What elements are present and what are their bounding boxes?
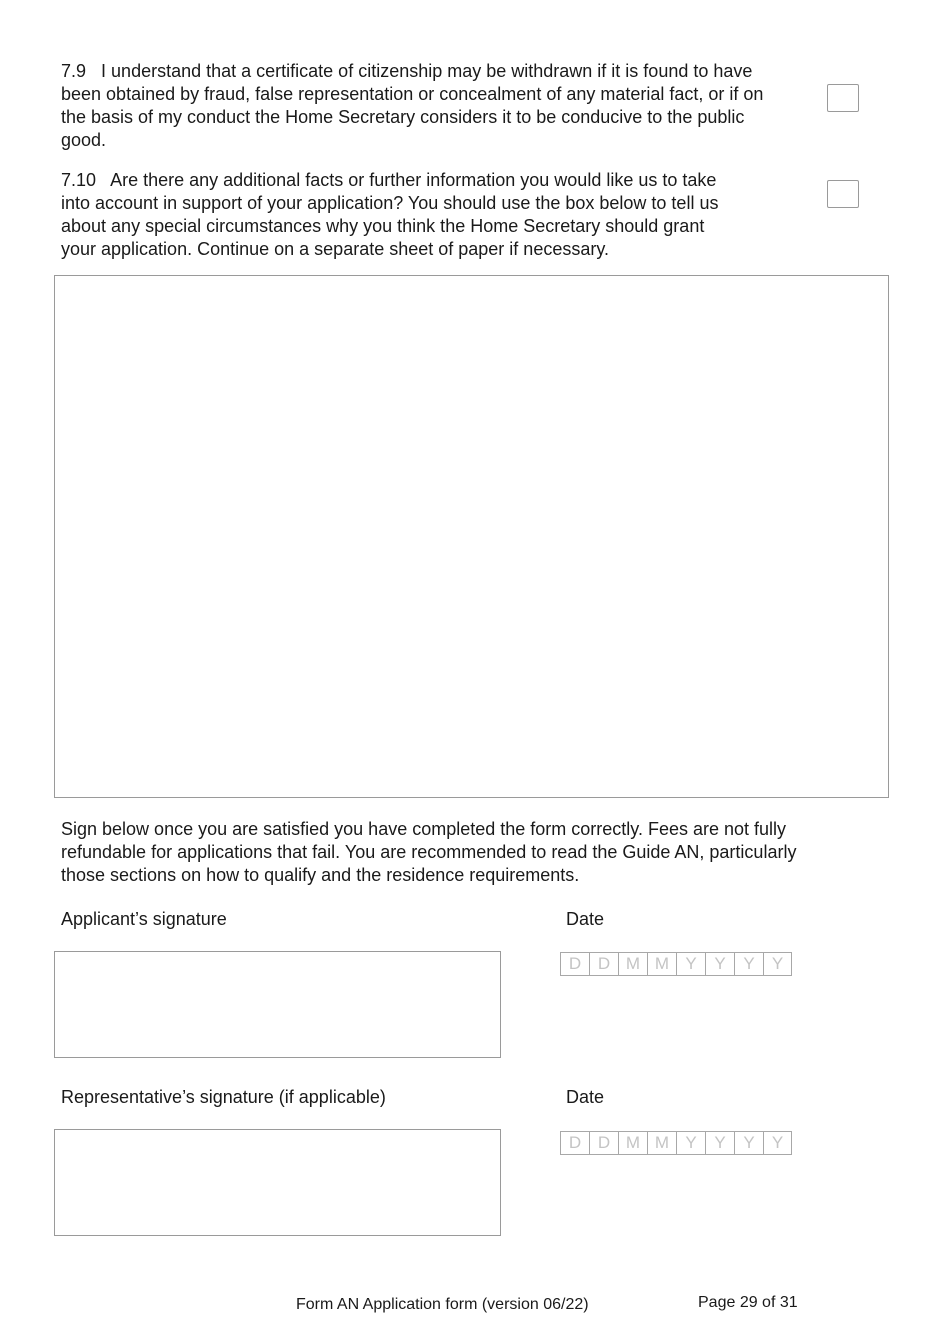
date-cell-year[interactable]: Y [676, 1131, 705, 1155]
representative-signature-label: Representative’s signature (if applicable) [61, 1087, 386, 1107]
footer-page-number: Page 29 of 31 [698, 1294, 798, 1311]
date-cell-year[interactable]: Y [734, 1131, 763, 1155]
question-text-line: into account in support of your application? You should use the box below to tell us [61, 193, 719, 213]
question-7-9-checkbox[interactable] [827, 84, 859, 112]
date-cell-year[interactable]: Y [676, 952, 705, 976]
applicant-date-field[interactable] [560, 952, 792, 976]
question-number: 7.9 [61, 61, 87, 81]
instruction-line: refundable for applications that fail. You are recommended to read the Guide AN, particularly [61, 842, 797, 862]
applicant-signature-label: Applicant’s signature [61, 909, 227, 929]
date-cell-day[interactable]: D [589, 1131, 618, 1155]
footer-form-name: Form AN Application form (version 06/22) [296, 1296, 589, 1313]
date-cell-month[interactable]: M [618, 1131, 647, 1155]
date-cell-year[interactable]: Y [734, 952, 763, 976]
representative-date-label: Date [566, 1087, 605, 1107]
instruction-line: Sign below once you are satisfied you have completed the form correctly. Fees are not fully [61, 819, 787, 839]
question-text-line: your application. Continue on a separate sheet of paper if necessary. [61, 239, 610, 259]
date-cell-month[interactable]: M [647, 952, 676, 976]
date-cell-day[interactable]: D [560, 952, 589, 976]
question-number: 7.10 [61, 170, 97, 190]
date-cell-year[interactable]: Y [763, 952, 792, 976]
question-text-line: been obtained by fraud, false representation or concealment of any material fact, or if on [61, 84, 764, 104]
representative-date-field[interactable] [560, 1131, 792, 1155]
date-cell-day[interactable]: D [589, 952, 618, 976]
date-cell-day[interactable]: D [560, 1131, 589, 1155]
question-text-line: good. [61, 130, 107, 150]
date-cell-month[interactable]: M [618, 952, 647, 976]
question-7-10-checkbox[interactable] [827, 180, 859, 208]
instruction-line: those sections on how to qualify and the residence requirements. [61, 865, 580, 885]
representative-signature-field[interactable] [54, 1129, 501, 1236]
question-text-line: Are there any additional facts or further information you would like us to take [110, 170, 717, 190]
date-cell-year[interactable]: Y [705, 1131, 734, 1155]
applicant-date-label: Date [566, 909, 605, 929]
question-text-line: about any special circumstances why you think the Home Secretary should grant [61, 216, 705, 236]
question-7-10 [61, 169, 816, 261]
question-text-line: I understand that a certificate of citizenship may be withdrawn if it is found to have [101, 61, 753, 81]
question-text-line: the basis of my conduct the Home Secretary considers it to be conducive to the public [61, 107, 745, 127]
date-cell-year[interactable]: Y [705, 952, 734, 976]
applicant-signature-field[interactable] [54, 951, 501, 1058]
additional-information-textarea[interactable] [54, 275, 889, 798]
sign-instructions [61, 818, 881, 887]
question-7-9 [61, 60, 816, 152]
date-cell-year[interactable]: Y [763, 1131, 792, 1155]
date-cell-month[interactable]: M [647, 1131, 676, 1155]
